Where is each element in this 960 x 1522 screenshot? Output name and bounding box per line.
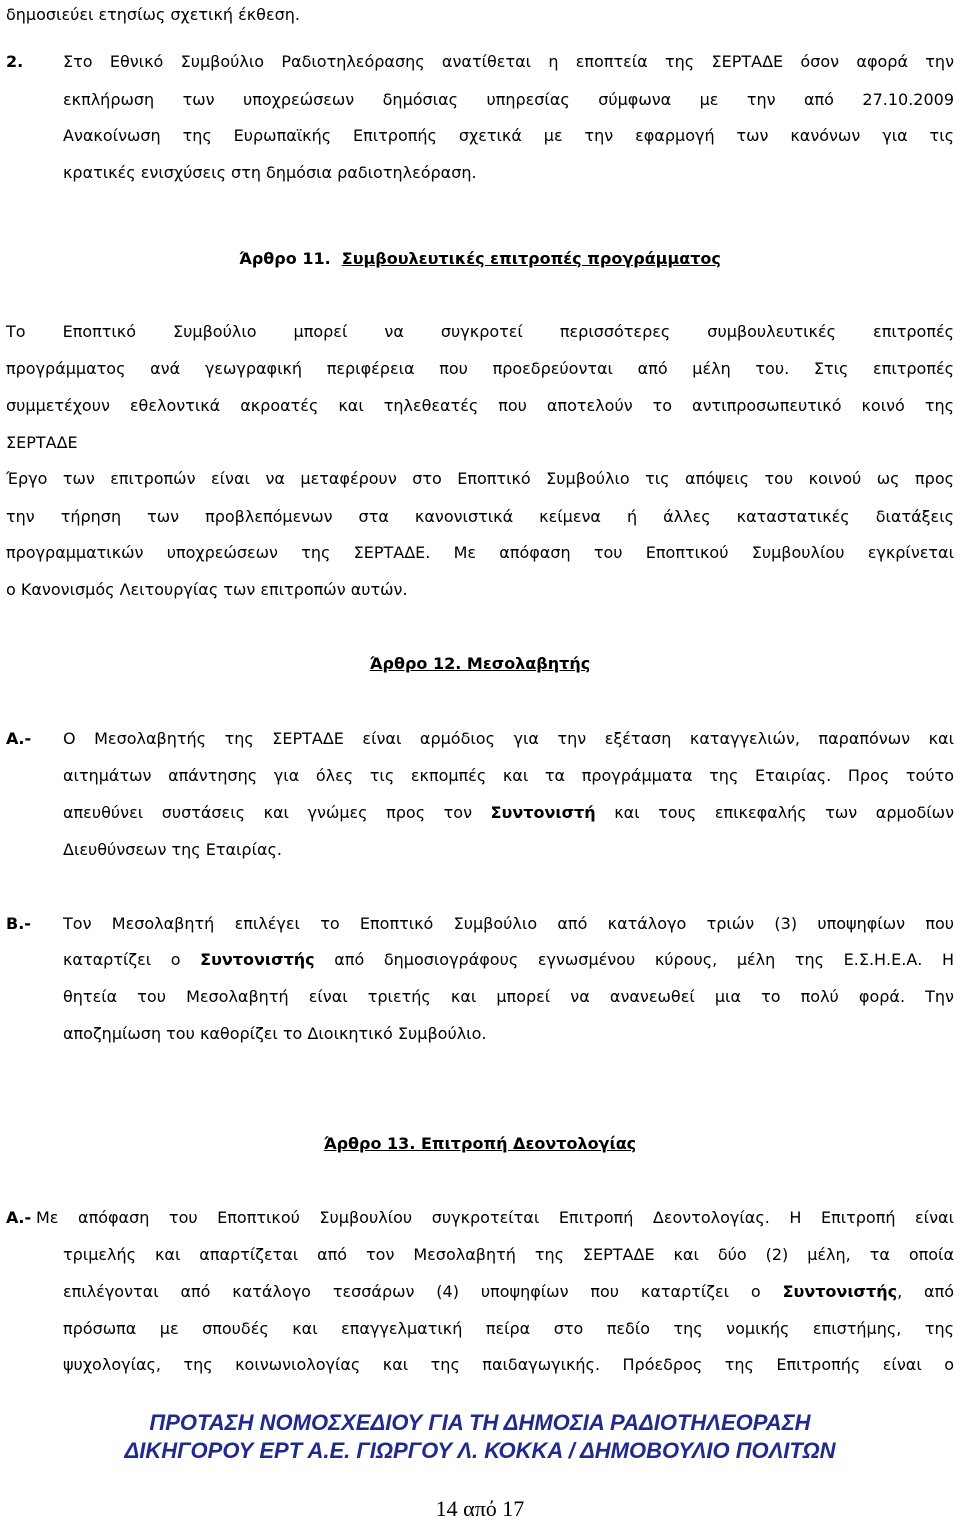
text-line: προγραμματικών υποχρεώσεων της ΣΕΡΤΑΔΕ. Με απόφαση του Εποπτικού Συμβουλίου εγκρίνεται: [6, 543, 954, 562]
paragraph-label-a: Α.-: [6, 1208, 32, 1227]
text-run-bold: Συντονιστής: [200, 950, 315, 969]
article-11-title: Συμβουλευτικές επιτροπές προγράμματος: [341, 249, 721, 268]
text-line: Στο Εθνικό Συμβούλιο Ραδιοτηλεόρασης ανατίθεται η εποπτεία της ΣΕΡΤΑΔΕ όσον αφορά την: [63, 52, 954, 71]
text-line: ψυχολογίας, της κοινωνιολογίας και της παιδαγωγικής. Πρόεδρος της Επιτροπής είναι ο: [63, 1355, 954, 1374]
footer-title-line-2: ΔΙΚΗΓΟΡΟΥ ΕΡΤ Α.Ε. ΓΙΩΡΓΟΥ Λ. ΚΟΚΚΑ / ΔΗΜΟΒΟΥΛΙΟ ΠΟΛΙΤΩΝ: [124, 1438, 836, 1463]
text-run: απευθύνει συστάσεις και γνώμες προς τον: [63, 803, 473, 822]
text-line: Έργο των επιτροπών είναι να μεταφέρουν στο Εποπτικό Συμβούλιο τις απόψεις του κοινού ως προς: [6, 469, 954, 488]
text-run: επιλέγονται από κατάλογο τεσσάρων (4) υποψηφίων που καταρτίζει ο: [63, 1282, 761, 1301]
text-run: , από: [897, 1282, 955, 1301]
text-line: δημοσιεύει ετησίως σχετική έκθεση.: [6, 5, 300, 24]
paragraph-label-b: Β.-: [6, 914, 31, 933]
text-line: [63, 948, 954, 972]
text-run-bold: Συντονιστή: [490, 803, 596, 822]
paragraph-label-a: Α.-: [6, 729, 32, 748]
text-line: [63, 801, 954, 825]
text-run: καταρτίζει ο: [63, 950, 181, 969]
text-line: Με απόφαση του Εποπτικού Συμβουλίου συγκροτείται Επιτροπή Δεοντολογίας. Η Επιτροπή είναι: [36, 1208, 954, 1227]
text-run: και τους επικεφαλής των αρμοδίων: [614, 803, 955, 822]
paragraph-number: 2.: [6, 52, 24, 71]
text-line: Ανακοίνωση της Ευρωπαϊκής Επιτροπής σχετικά με την εφαρμογή των κανόνων για τις: [63, 126, 954, 145]
text-line: προγράμματος ανά γεωγραφική περιφέρεια που προεδρεύονται από μέλη του. Στις επιτροπές: [6, 359, 954, 378]
text-run: από δημοσιογράφους εγνωσμένου κύρους, μέλη της Ε.Σ.Η.Ε.Α. Η: [334, 950, 955, 969]
text-line: Ο Μεσολαβητής της ΣΕΡΤΑΔΕ είναι αρμόδιος για την εξέταση καταγγελιών, παραπόνων και: [63, 729, 954, 748]
article-11-heading: [0, 247, 960, 271]
article-11-label: Άρθρο 11.: [239, 249, 331, 268]
text-line: Διευθύνσεων της Εταιρίας.: [63, 840, 283, 859]
text-line: την τήρηση των προβλεπόμενων στα κανονιστικά κείμενα ή άλλες καταστατικές διατάξεις: [6, 507, 954, 526]
text-line: κρατικές ενισχύσεις στη δημόσια ραδιοτηλεόραση.: [63, 163, 477, 182]
text-line: Τον Μεσολαβητή επιλέγει το Εποπτικό Συμβούλιο από κατάλογο τριών (3) υποψηφίων που: [63, 914, 954, 933]
text-run-bold: Συντονιστής: [782, 1282, 898, 1301]
text-line: αιτημάτων απάντησης για όλες τις εκπομπές και τα προγράμματα της Εταιρίας. Προς τούτο: [63, 766, 954, 785]
text-line: Το Εποπτικό Συμβούλιο μπορεί να συγκροτεί περισσότερες συμβουλευτικές επιτροπές: [6, 322, 954, 341]
article-12-heading: Άρθρο 12. Μεσολαβητής: [369, 654, 591, 673]
text-line: ΣΕΡΤΑΔΕ: [6, 433, 78, 452]
page-number: 14 από 17: [435, 1496, 525, 1521]
text-line: ο Κανονισμός Λειτουργίας των επιτροπών αυτών.: [6, 580, 408, 599]
text-line: αποζημίωση του καθορίζει το Διοικητικό Συμβούλιο.: [63, 1024, 487, 1043]
text-line: τριμελής και απαρτίζεται από τον Μεσολαβητή της ΣΕΡΤΑΔΕ και δύο (2) μέλη, τα οποία: [63, 1245, 954, 1264]
text-line: συμμετέχουν εθελοντικά ακροατές και τηλεθεατές που αποτελούν το αντιπροσωπευτικό κοινό της: [6, 396, 954, 415]
text-line: εκπλήρωση των υποχρεώσεων δημόσιας υπηρεσίας σύμφωνα με την από 27.10.2009: [63, 90, 954, 109]
text-line: πρόσωπα με σπουδές και επαγγελματική πείρα στο πεδίο της νομικής επιστήμης, της: [63, 1319, 954, 1338]
article-13-heading: Άρθρο 13. Επιτροπή Δεοντολογίας: [323, 1134, 637, 1153]
text-line: θητεία του Μεσολαβητή είναι τριετής και μπορεί να ανανεωθεί μια το πολύ φορά. Την: [63, 987, 954, 1006]
footer-title-line-1: ΠΡΟΤΑΣΗ ΝΟΜΟΣΧΕΔΙΟΥ ΓΙΑ ΤΗ ΔΗΜΟΣΙΑ ΡΑΔΙΟΤΗΛΕΟΡΑΣΗ: [149, 1410, 811, 1435]
text-line: [63, 1280, 954, 1304]
